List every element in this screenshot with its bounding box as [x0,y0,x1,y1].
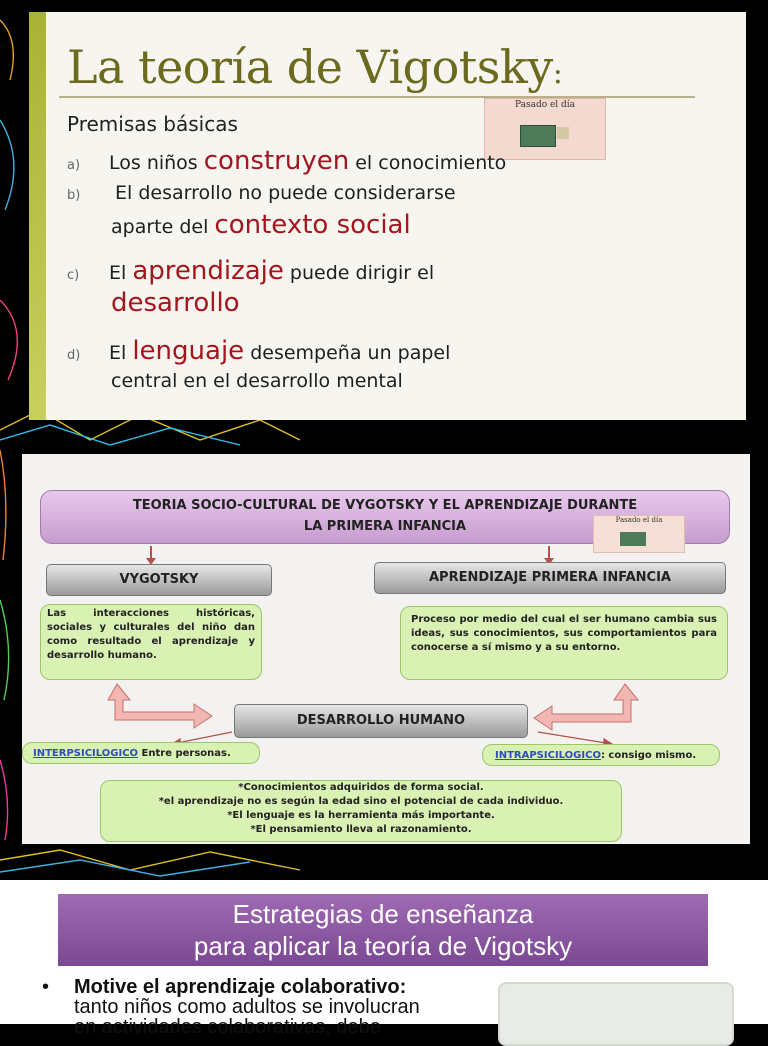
banner-title-line2: para aplicar la teoría de Vigotsky [193,931,573,961]
item-text: Los niños [109,152,204,174]
title-colon: : [552,56,563,91]
summary-line: *Conocimientos adquiridos de forma social. [238,782,484,793]
summary-line: *El pensamiento lleva al razonamiento. [250,824,472,835]
slide-vigotsky-premises [29,12,746,420]
banner-title: Estrategias de enseñanza para aplicar la teoría de Vigotsky [193,899,573,961]
item-highlight: construyen [203,146,350,176]
subtitle: Premisas básicas [67,112,238,136]
item-text: El [109,342,133,364]
summary-box [100,780,622,842]
item-text: aparte del [111,216,215,238]
slide-accent-bar [29,12,46,420]
item-text: el conocimiento [349,152,507,174]
summary-line: *El lenguaje es la herramienta más importante. [227,810,495,821]
list-item [67,146,506,181]
item-text: desempeña un papel [244,342,451,364]
item-highlight: aprendizaje [132,256,284,286]
interpsychological-box [22,742,260,764]
human-development-box: DESARROLLO HUMANO [234,704,528,738]
slide-teaching-strategies [0,880,768,1038]
early-learning-description: Proceso por medio del cual el ser humano cambia sus ideas, sus conocimientos, sus comportamientos para conocerse a sí mismo y a su entorno. [400,606,728,680]
classroom-photo [498,982,734,1046]
vygotsky-header: VYGOTSKY [46,564,272,596]
vygotsky-description: Las interacciones históricas, sociales y culturales del niño dan como resultado el aprendizaje y desarrollo humano. [40,604,262,680]
strategies-banner [58,894,708,966]
double-arrow-icon [108,684,212,728]
bullet-text: tanto niños como adultos se involucran [74,996,420,1018]
item-text: puede dirigir el [283,262,435,284]
diagram-title-line2: LA PRIMERA INFANCIA [303,519,467,534]
intrapsychological-term: INTRAPSICILOGICO [495,750,601,761]
list-marker: d) [67,348,81,363]
list-marker: c) [67,268,80,283]
list-item [67,178,456,211]
interpsychological-text: Entre personas. [138,748,231,759]
summary-line: *el aprendizaje no es según la edad sino el potencial de cada individuo. [158,796,564,807]
item-highlight: desarrollo [111,288,240,318]
early-learning-header: APRENDIZAJE PRIMERA INFANCIA [374,562,726,594]
bullet-icon: • [42,976,50,998]
bullet-text: en actividades colaborativas, debe [74,1016,381,1038]
bullet-item [42,976,420,1038]
double-arrow-icon [534,684,638,730]
slide-sociocultural-diagram [22,454,750,844]
thumbnail-caption: Pasado el día [514,100,576,110]
thumbnail-picture-detail [557,127,569,139]
item-highlight: contexto social [214,210,411,240]
slide-title: La teoría de Vigotsky: [67,40,563,94]
intrapsychological-text: : consigo mismo. [600,750,697,761]
item-text: El desarrollo no puede considerarse [109,182,456,204]
list-item-continuation [111,366,403,396]
list-item-continuation [111,288,240,320]
intrapsychological-box [482,744,720,766]
list-item [67,256,434,291]
bullet-title: Motive el aprendizaje colaborativo: [74,976,407,998]
list-item-continuation [111,210,411,242]
item-highlight: lenguaje [132,336,245,366]
thumbnail-picture [520,125,556,147]
thumbnail-caption: Pasado el día [615,516,663,524]
item-text: central en el desarrollo mental [111,370,403,392]
diagram-title: TEORIA SOCIO-CULTURAL DE VYGOTSKY Y EL APRENDIZAJE DURANTE LA PRIMERA INFANCIA [132,498,638,534]
interpsychological-term: INTERPSICILOGICO [33,748,139,759]
item-text: El [109,262,133,284]
list-marker: a) [67,158,81,173]
list-marker: b) [67,188,81,203]
